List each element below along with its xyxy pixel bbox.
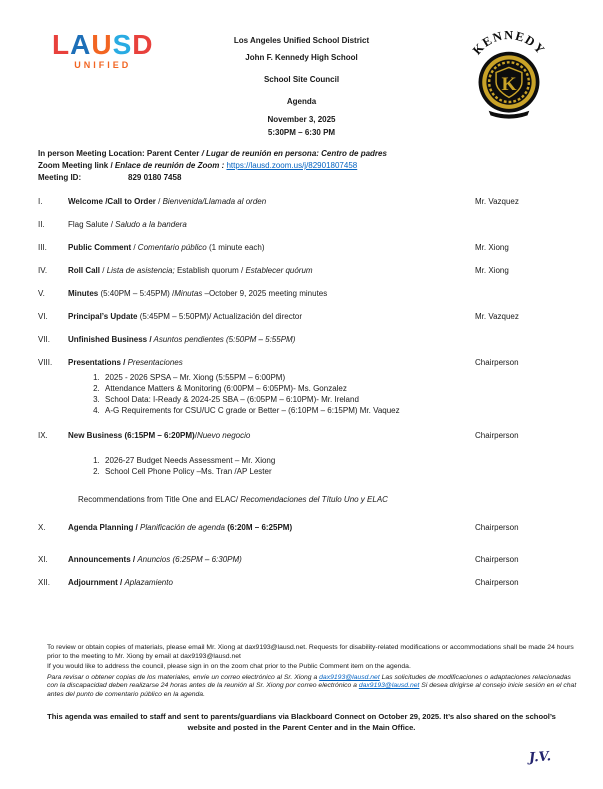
agenda-item-content [68, 197, 475, 207]
agenda-title-part: Anuncios (6:25PM – 6:30PM) [137, 555, 242, 564]
agenda-item-numeral: IX. [38, 431, 48, 440]
agenda-title-part: (1 minute each) [206, 243, 265, 252]
seal-letter-k: K [501, 74, 517, 96]
agenda-item-row [38, 358, 570, 418]
agenda-item-numeral: VI. [38, 312, 48, 321]
footer-email-link-1[interactable]: dax9193@lausd.net [319, 673, 380, 681]
agenda-note-part: Recomendaciones del Título Uno y ELAC [240, 495, 388, 504]
agenda-title-part: Flag Salute [68, 220, 111, 229]
agenda-title-part: Aplazamiento [124, 578, 173, 587]
agenda-title-part: Roll Call [68, 266, 103, 275]
agenda-item-person: Mr. Vazquez [475, 197, 519, 206]
agenda-item-person: Chairperson [475, 358, 519, 367]
footer-paragraph-spanish [47, 674, 577, 700]
agenda-item-title [68, 220, 475, 230]
agenda-item-numeral: II. [38, 220, 45, 229]
agenda-item-content [68, 243, 475, 253]
agenda-item-title [68, 523, 475, 533]
agenda-item-content [68, 431, 475, 505]
school-name: John F. Kennedy High School [245, 53, 358, 62]
agenda-title-part: Principal’s Update [68, 312, 138, 321]
agenda-item-person: Mr. Vazquez [475, 312, 519, 321]
location-label-spanish: / Lugar de reunión en persona: Centro de padres [201, 149, 387, 158]
agenda-title-part: Establish quorum / [174, 266, 246, 275]
agenda-sub-item: 1. 2025 - 2026 SPSA – Mr. Xiong (5:55PM – 6:00PM) [102, 372, 475, 383]
agenda-item-title [68, 555, 475, 565]
agenda-item-row [38, 289, 570, 299]
agenda-title-part: / [158, 197, 163, 206]
meeting-id-label: Meeting ID: [38, 173, 82, 182]
logo-letter: L [52, 29, 71, 60]
agenda-title-part: Comentario público [137, 243, 207, 252]
agenda-item-numeral: I. [38, 197, 43, 206]
agenda-item-content [68, 289, 475, 299]
agenda-title-part: Unfinished Business / [68, 335, 152, 344]
agenda-item-title [68, 578, 475, 588]
signature-initials: J.V. [528, 749, 552, 766]
location-label: In person Meeting Location: Parent Center [38, 149, 202, 158]
agenda-item-numeral: V. [38, 289, 45, 298]
zoom-label: Zoom Meeting link / [38, 161, 115, 170]
agenda-item-content [68, 555, 475, 565]
document-title: Agenda [286, 97, 317, 106]
agenda-item-title [68, 289, 475, 299]
agenda-item-row [38, 523, 570, 533]
agenda-note [78, 495, 475, 505]
agenda-title-part: (6:15PM – 6:20PM) [122, 431, 195, 440]
agenda-item-numeral: X. [38, 523, 46, 532]
agenda-sub-item: 3. School Data: I-Ready & 2024-25 SBA – (6:05PM – 6:10PM)- Mr. Ireland [102, 394, 475, 405]
agenda-item-title [68, 266, 475, 276]
agenda-item-content [68, 358, 475, 418]
agenda-item-content [68, 266, 475, 276]
agenda-title-part: Minutes [68, 289, 99, 298]
meeting-id-line [38, 173, 573, 182]
agenda-item-person: Mr. Xiong [475, 266, 509, 275]
footer-spanish-text: Las solicitudes de modificaciones o adaptaciones relacionadas con la discapacidad deben realizarse 24 horas antes de la reunión al Sr. Xiong por correo electrónico a [47, 673, 571, 690]
agenda-item-row [38, 431, 570, 505]
meeting-info [38, 149, 573, 185]
agenda-item-content [68, 335, 475, 345]
lausd-logo-unified: UNIFIED [74, 60, 132, 70]
agenda-item-numeral: III. [38, 243, 47, 252]
agenda-item-title [68, 243, 475, 253]
agenda-sub-list [88, 455, 475, 477]
agenda-title-part: / [194, 431, 197, 440]
agenda-title-part: Presentations / [68, 358, 128, 367]
agenda-title-part: Establecer quórum [245, 266, 313, 275]
agenda-item-title [68, 335, 475, 345]
agenda-title-part: Welcome /Call to Order [68, 197, 159, 206]
footer-paragraph-materials: To review or obtain copies of materials, please email Mr. Xiong at dax9193@lausd.net. Requests for disability-related modifications or accommodations shall be made 24 hours prior to the meeting to Mr. Xiong by email at dax9193@lausd.net [47, 644, 574, 660]
agenda-title-part: Public Comment [68, 243, 134, 252]
agenda-title-part: / [133, 243, 138, 252]
agenda-item-content [68, 578, 475, 588]
agenda-title-part: Announcements / [68, 555, 138, 564]
agenda-item-numeral: XII. [38, 578, 51, 587]
agenda-title-part: (5:40PM – 5:45PM) / [98, 289, 175, 298]
agenda-sub-item: 1. 2026-27 Budget Needs Assessment – Mr. Xiong [102, 455, 475, 466]
agenda-item-row [38, 220, 570, 230]
agenda-title-part: / [110, 220, 116, 229]
meeting-date: November 3, 2025 [267, 115, 336, 124]
agenda-sub-item: 2. Attendance Matters & Monitoring (6:00PM – 6:05PM)- Ms. Gonzalez [102, 383, 475, 394]
distribution-note: This agenda was emailed to staff and sent to parents/guardians via Blackboard Connect on October 29, 2025. It’s also shared on the school’s website and posted in the Parent Center and in the Main Office. [47, 712, 556, 732]
agenda-item-row [38, 312, 570, 322]
logo-letter: A [70, 29, 92, 60]
agenda-title-part: –October 9, 2025 meeting minutes [202, 289, 328, 298]
zoom-label-spanish: Enlace de reunión de Zoom : [114, 161, 227, 170]
agenda-item-person: Chairperson [475, 555, 519, 564]
agenda-note-part: Recommendations from Title One and ELAC/ [78, 495, 241, 504]
agenda-item-content [68, 220, 475, 230]
meeting-location-line [38, 149, 573, 158]
zoom-link-line [38, 161, 573, 170]
agenda-item-row [38, 335, 570, 345]
agenda-item-numeral: XI. [38, 555, 48, 564]
meeting-id-value: 829 0180 7458 [128, 173, 182, 182]
footer-spanish-text: Para revisar o obtener copias de los materiales, envíe un correo electrónico al Sr. Xiong a [47, 673, 320, 681]
agenda-item-person: Chairperson [475, 523, 519, 532]
agenda-item-row [38, 197, 570, 207]
agenda-item-person: Mr. Xiong [475, 243, 509, 252]
agenda-sub-list [88, 372, 475, 416]
agenda-item-title [68, 431, 475, 441]
agenda-list [38, 197, 570, 601]
agenda-item-row [38, 555, 570, 565]
footer-email-link-2[interactable]: dax9193@lausd.net [358, 682, 420, 690]
footer-paragraph-address-council: If you would like to address the council, please sign in on the zoom chat prior to the Public Comment item on the agenda. [47, 663, 411, 671]
agenda-item-row [38, 243, 570, 253]
logo-letter: U [91, 29, 113, 60]
agenda-title-part: New Business [68, 431, 123, 440]
footer-spanish-text: Si desea dirigirse al consejo inicie sesión en el chat antes del punto de comentario público en la agenda. [47, 682, 577, 698]
agenda-title-part: Lista de asistencia; [106, 266, 175, 275]
agenda-item-title [68, 197, 475, 207]
meeting-time: 5:30PM – 6:30 PM [267, 128, 336, 137]
agenda-item-content [68, 523, 475, 533]
agenda-title-part: Saludo a la bandera [115, 220, 187, 229]
agenda-item-title [68, 312, 475, 322]
zoom-meeting-link[interactable]: https://lausd.zoom.us/j/82901807458 [226, 161, 358, 170]
agenda-item-numeral: VII. [38, 335, 51, 344]
footer-notes [47, 644, 577, 702]
agenda-title-part: / [102, 266, 107, 275]
agenda-title-part: Presentaciones [127, 358, 183, 367]
logo-letter: S [112, 29, 133, 60]
seal-school-name: KENNEDY [469, 28, 549, 58]
kennedy-seal-icon [461, 24, 557, 120]
agenda-item-person: Chairperson [475, 578, 519, 587]
agenda-title-part: Bienvenida/Llamada al orden [162, 197, 267, 206]
agenda-item-numeral: IV. [38, 266, 48, 275]
agenda-title-part: Adjournment / [68, 578, 125, 587]
agenda-item-content [68, 312, 475, 322]
council-name: School Site Council [263, 75, 340, 84]
agenda-title-part: Minutas [174, 289, 203, 298]
agenda-item-row [38, 578, 570, 588]
agenda-title-part: Planificación de agenda [140, 523, 228, 532]
agenda-sub-item: 4. A-G Requirements for CSU/UC C grade or Better – (6:10PM – 6:15PM) Mr. Vaquez [102, 405, 475, 416]
agenda-title-part: Agenda Planning / [68, 523, 141, 532]
logo-letter: D [132, 29, 154, 60]
agenda-sub-item: 2. School Cell Phone Policy –Ms. Tran /AP Lester [102, 466, 475, 477]
district-name: Los Angeles Unified School District [233, 36, 370, 45]
agenda-title-part: (5:45PM – 5:50PM)/ Actualización del director [137, 312, 303, 321]
agenda-title-part: Asuntos pendientes (5:50PM – 5:55PM) [151, 335, 296, 344]
agenda-item-row [38, 266, 570, 276]
agenda-title-part: Nuevo negocio [196, 431, 251, 440]
agenda-item-title [68, 358, 475, 368]
agenda-item-numeral: VIII. [38, 358, 53, 367]
agenda-title-part: (6:20M – 6:25PM) [227, 523, 293, 532]
agenda-item-person: Chairperson [475, 431, 519, 440]
